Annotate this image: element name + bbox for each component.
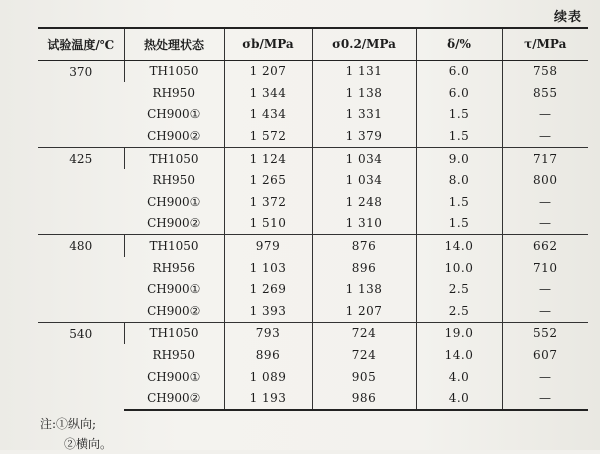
cell-sigma-02: 1 310 (312, 213, 416, 235)
cell-delta: 14.0 (416, 235, 502, 257)
properties-table (38, 27, 588, 411)
cell-sigma-02: 905 (312, 366, 416, 388)
table-row (38, 235, 588, 257)
cell-temperature: 425 (38, 147, 124, 234)
cell-heat-treatment: RH956 (152, 260, 195, 275)
cell-delta: 19.0 (416, 322, 502, 344)
cell-delta: 6.0 (416, 60, 502, 82)
header-delta: δ/% (416, 28, 502, 60)
header-sigma-b: σb/MPa (224, 28, 312, 60)
cell-temperature: 540 (38, 322, 124, 410)
cell-heat-treatment: CH900② (147, 129, 201, 144)
cell-sigma-02: 986 (312, 387, 416, 410)
cell-heat-treatment: CH900① (147, 369, 201, 384)
cell-sigma-02: 1 034 (312, 147, 416, 169)
cell-sigma-02: 1 379 (312, 125, 416, 147)
cell-heat-treatment: TH1050 (124, 235, 224, 257)
cell-tau: — (502, 278, 588, 300)
cell-sigma-b: 1 393 (224, 300, 312, 322)
cell-tau: 710 (502, 257, 588, 279)
cell-sigma-b: 1 265 (224, 169, 312, 191)
cell-sigma-02: 876 (312, 235, 416, 257)
cell-delta: 2.5 (416, 300, 502, 322)
table-row (38, 322, 588, 344)
cell-sigma-b: 1 089 (224, 366, 312, 388)
cell-heat-treatment: TH1050 (124, 60, 224, 82)
cell-sigma-b: 1 103 (224, 257, 312, 279)
cell-sigma-b: 1 344 (224, 82, 312, 104)
header-temperature: 试验温度/℃ (38, 28, 124, 60)
cell-heat-treatment: RH950 (152, 348, 195, 363)
cell-tau: — (502, 191, 588, 213)
cell-sigma-b: 1 269 (224, 278, 312, 300)
cell-tau: 855 (502, 82, 588, 104)
cell-heat-treatment: CH900② (124, 387, 224, 410)
cell-tau: 552 (502, 322, 588, 344)
cell-delta: 14.0 (416, 344, 502, 366)
table-row (38, 147, 588, 169)
cell-temperature: 480 (38, 235, 124, 322)
cell-heat-treatment: CH900② (147, 303, 201, 318)
cell-heat-treatment: CH900① (147, 107, 201, 122)
cell-sigma-b: 1 124 (224, 147, 312, 169)
cell-tau: 800 (502, 169, 588, 191)
cell-heat-treatment: CH900① (147, 194, 201, 209)
cell-sigma-02: 896 (312, 257, 416, 279)
cell-heat-treatment: CH900② (147, 216, 201, 231)
cell-sigma-02: 1 138 (312, 82, 416, 104)
header-sigma-02: σ0.2/MPa (312, 28, 416, 60)
cell-delta: 9.0 (416, 147, 502, 169)
cell-tau: 607 (502, 344, 588, 366)
cell-tau: — (502, 125, 588, 147)
cell-delta: 1.5 (416, 125, 502, 147)
cell-sigma-b: 1 207 (224, 60, 312, 82)
cell-tau: 662 (502, 235, 588, 257)
header-tau: τ/MPa (502, 28, 588, 60)
cell-tau: — (502, 366, 588, 388)
table-notes (40, 414, 112, 454)
cell-delta: 1.5 (416, 191, 502, 213)
cell-temperature: 370 (38, 60, 124, 147)
cell-heat-treatment: CH900① (147, 282, 201, 297)
cell-delta: 4.0 (416, 387, 502, 410)
cell-sigma-b: 896 (224, 344, 312, 366)
cell-heat-treatment: RH950 (152, 85, 195, 100)
continued-label: 续表 (553, 10, 582, 25)
note-line-2: ②横向。 (64, 437, 113, 451)
table-row (38, 60, 588, 82)
cell-sigma-02: 1 207 (312, 300, 416, 322)
header-row (38, 28, 588, 60)
cell-sigma-02: 724 (312, 322, 416, 344)
cell-sigma-b: 1 510 (224, 213, 312, 235)
cell-heat-treatment: TH1050 (124, 147, 224, 169)
cell-sigma-02: 724 (312, 344, 416, 366)
cell-delta: 2.5 (416, 278, 502, 300)
cell-delta: 4.0 (416, 366, 502, 388)
cell-sigma-b: 1 434 (224, 104, 312, 126)
cell-sigma-b: 1 572 (224, 125, 312, 147)
cell-sigma-b: 979 (224, 235, 312, 257)
cell-delta: 1.5 (416, 104, 502, 126)
cell-sigma-b: 793 (224, 322, 312, 344)
cell-tau: — (502, 213, 588, 235)
cell-heat-treatment: TH1050 (124, 322, 224, 344)
header-heat-treatment: 热处理状态 (124, 28, 224, 60)
cell-tau: — (502, 300, 588, 322)
cell-tau: 758 (502, 60, 588, 82)
note-line-1: 注:①纵向; (40, 417, 97, 431)
cell-sigma-02: 1 248 (312, 191, 416, 213)
cell-tau: — (502, 387, 588, 410)
cell-sigma-02: 1 331 (312, 104, 416, 126)
cell-sigma-02: 1 131 (312, 60, 416, 82)
cell-delta: 1.5 (416, 213, 502, 235)
cell-delta: 10.0 (416, 257, 502, 279)
cell-sigma-02: 1 034 (312, 169, 416, 191)
cell-delta: 6.0 (416, 82, 502, 104)
cell-tau: — (502, 104, 588, 126)
cell-sigma-b: 1 372 (224, 191, 312, 213)
table-body (38, 60, 588, 410)
cell-heat-treatment: RH950 (152, 173, 195, 188)
cell-sigma-02: 1 138 (312, 278, 416, 300)
cell-sigma-b: 1 193 (224, 387, 312, 410)
cell-tau: 717 (502, 147, 588, 169)
cell-delta: 8.0 (416, 169, 502, 191)
